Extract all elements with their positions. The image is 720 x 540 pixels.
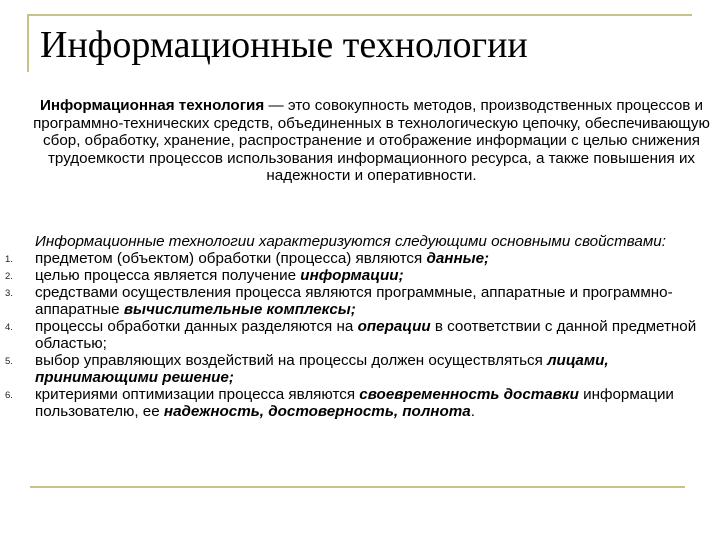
property-text: средствами осуществления процесса являются программные, аппаратные и программно-аппаратные bbox=[35, 284, 673, 318]
property-emphasis: информации; bbox=[300, 267, 404, 284]
property-number: 6. bbox=[5, 390, 13, 401]
frame-bottom-line bbox=[30, 486, 685, 488]
property-emphasis: своевременность доставки bbox=[359, 386, 579, 403]
property-item-1 bbox=[0, 250, 710, 267]
property-item-5 bbox=[0, 352, 710, 386]
property-emphasis: лицами, принимающими решение; bbox=[35, 352, 609, 386]
properties-section bbox=[0, 233, 720, 420]
frame-top-line bbox=[27, 14, 692, 16]
property-item-2 bbox=[0, 267, 710, 284]
property-text: предметом (объектом) обработки (процесса) являются bbox=[35, 250, 427, 267]
property-number: 2. bbox=[5, 271, 13, 282]
property-text: процессы обработки данных разделяются на bbox=[35, 318, 358, 335]
frame-left-line bbox=[27, 14, 29, 72]
property-item-6 bbox=[0, 386, 710, 420]
property-item-3 bbox=[0, 284, 710, 318]
property-item-4 bbox=[0, 318, 710, 352]
property-text: выбор управляющих воздействий на процессы должен осуществляться bbox=[35, 352, 548, 369]
property-number: 4. bbox=[5, 322, 13, 333]
property-emphasis-2: надежность, достоверность, полнота bbox=[163, 403, 471, 420]
property-emphasis: операции bbox=[357, 318, 431, 335]
definition-text: — это совокупность методов, производственных процессов и программно-технических средств, объединенных в технологическую цепочку, обеспечивающую сбор, обработку, хранение, распространение и отображение информации с целью снижения трудоемкости процессов использования информационного ресурса, а также повышения их надежности и оперативности. bbox=[33, 97, 710, 185]
property-emphasis: вычислительные комплексы; bbox=[123, 301, 356, 318]
property-text: целью процесса является получение bbox=[35, 267, 301, 284]
property-text-tail: в соответствии с данной предметной областью; bbox=[35, 318, 697, 352]
slide-title: Информационные технологии bbox=[40, 24, 528, 66]
property-text: критериями оптимизации процесса являются bbox=[35, 386, 360, 403]
properties-list bbox=[0, 250, 720, 420]
property-number: 1. bbox=[5, 254, 13, 265]
property-text-tail: . bbox=[470, 403, 475, 420]
definition-paragraph bbox=[30, 97, 713, 185]
property-number: 3. bbox=[5, 288, 13, 299]
property-emphasis: данные; bbox=[426, 250, 490, 267]
definition-term: Информационная технология bbox=[39, 97, 265, 114]
property-text-middle: информации пользователю, ее bbox=[35, 386, 674, 420]
properties-intro: Информационные технологии характеризуются следующими основными свойствами: bbox=[35, 233, 666, 250]
property-number: 5. bbox=[5, 356, 13, 367]
